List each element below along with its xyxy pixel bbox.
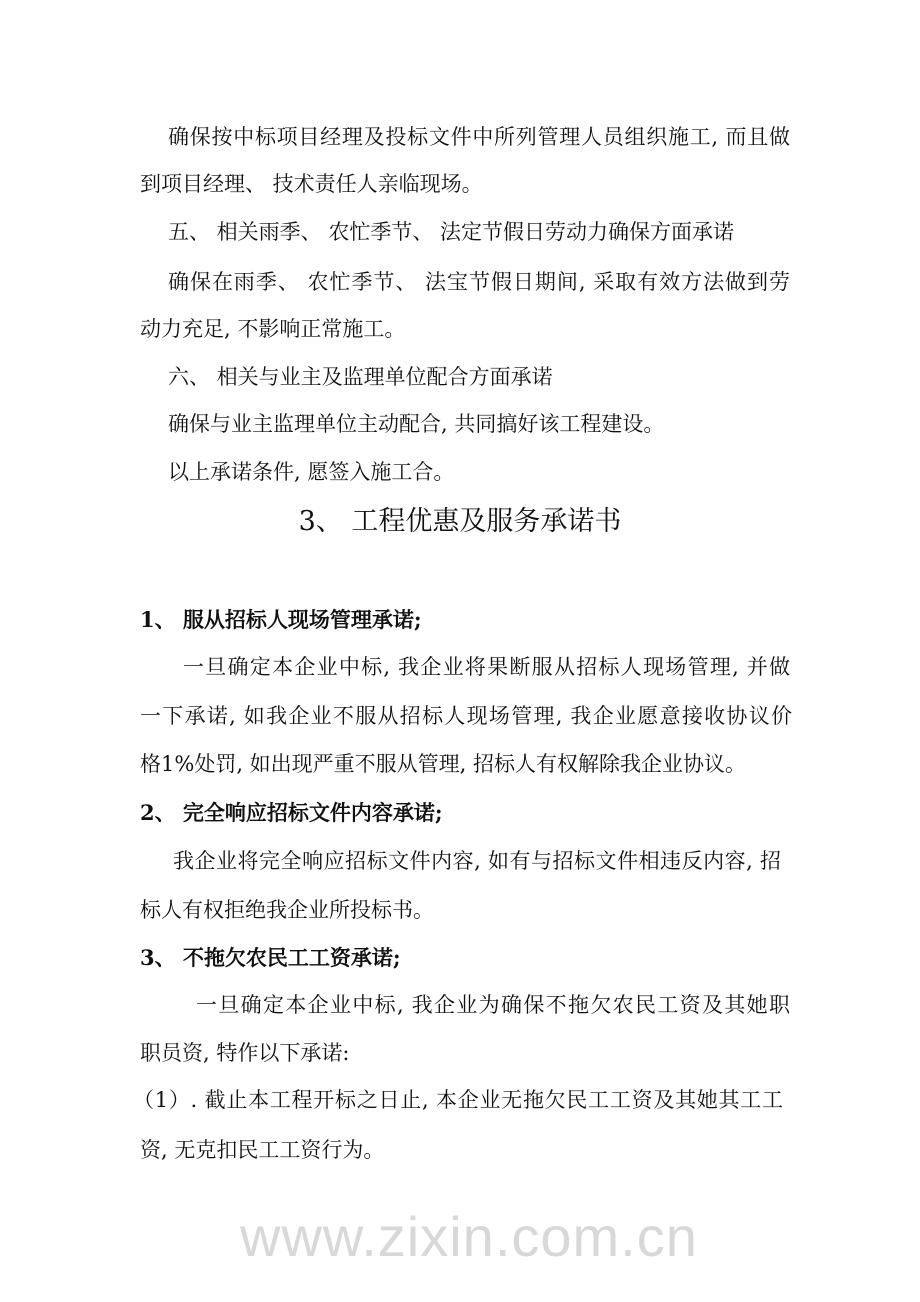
paragraph-line: 到项目经理、 技术责任人亲临现场。 [140,172,483,196]
paragraph-line: 以上承诺条件, 愿签入施工合。 [168,460,455,484]
paragraph-line: 标人有权拒绝我企业所投标书。 [140,898,434,922]
paragraph-line: 动力充足, 不影响正常施工。 [140,317,406,341]
paragraph-line: 一旦确定本企业中标, 我企业将果断服从招标人现场管理, 并做 [183,655,790,679]
section-heading-five: 五、 相关雨季、 农忙季节、 法定节假日劳动力确保方面承诺 [168,220,735,244]
paragraph-line: 确保按中标项目经理及投标文件中所列管理人员组织施工, 而且做 [168,125,790,149]
section-heading-six: 六、 相关与业主及监理单位配合方面承诺 [168,365,553,389]
paragraph-line: 格1%处罚, 如出现严重不服从管理, 招标人有权解除我企业协议。 [140,752,747,776]
paragraph-line: 一下承诺, 如我企业不服从招标人现场管理, 我企业愿意接收协议价 [140,704,792,728]
paragraph-line: （1）. 截止本工程开标之日止, 本企业无拖欠民工工资及其她其工工 [133,1088,783,1112]
item-heading: 1、 服从招标人现场管理承诺; [140,607,422,632]
section-title: 3、 工程优惠及服务承诺书 [298,506,622,537]
watermark: www.zixin.com.cn [240,1205,698,1268]
paragraph-line: 我企业将完全响应招标文件内容, 如有与招标文件相违反内容, 招 [173,849,781,873]
paragraph-line: 一旦确定本企业中标, 我企业为确保不拖欠农民工资及其她职 [196,993,790,1017]
paragraph-line: 确保在雨季、 农忙季节、 法宝节假日期间, 采取有效方法做到劳 [168,270,790,294]
item-heading: 2、 完全响应招标文件内容承诺; [140,800,443,825]
paragraph-line: 资, 无克扣民工工资行为。 [140,1138,385,1162]
paragraph-line: 确保与业主监理单位主动配合, 共同搞好该工程建设。 [168,412,665,436]
item-heading: 3、 不拖欠农民工工资承诺; [140,945,401,970]
paragraph-line: 职员资, 特作以下承诺: [140,1041,350,1065]
